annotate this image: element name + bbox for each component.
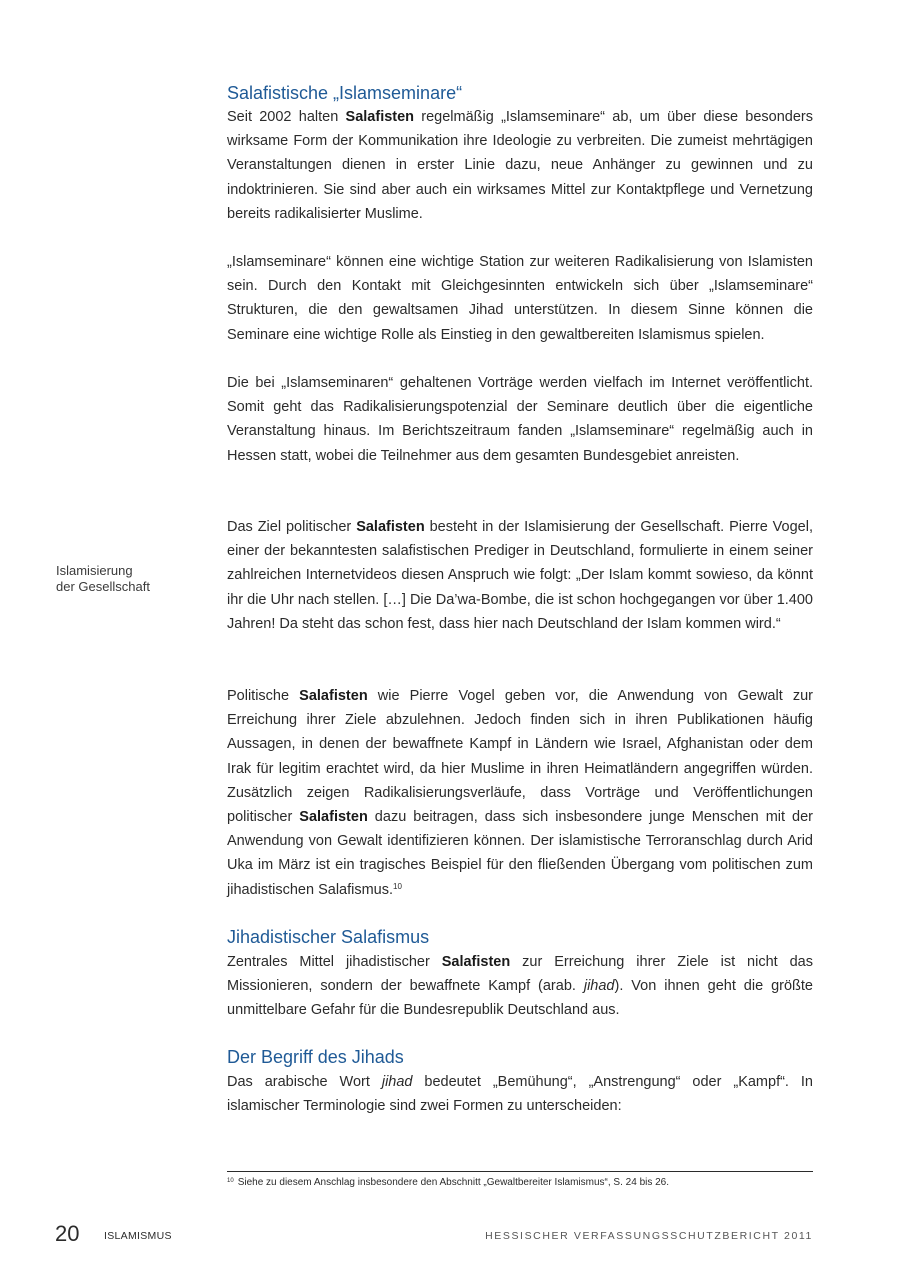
paragraph-jihadist-salafism bbox=[227, 950, 813, 1023]
footnote bbox=[227, 1175, 813, 1189]
section-heading-islamseminare: Salafistische „Islamseminare“ bbox=[227, 83, 463, 103]
text-run: „Islamseminare“ können eine wichtige Station zur weiteren Radikalisierung von Islamisten sein. Durch den Kontakt mit Gleichgesinnten entwickeln sich über „Islamseminare“ Strukturen, die den gewaltsamen Jihad unterstützen. In diesem Sinne können die Seminare eine wichtige Rolle als Einstieg in den gewaltbereiten Islamismus spielen. bbox=[227, 254, 813, 343]
paragraph-political-salafists bbox=[227, 684, 813, 902]
section-heading-jihad-term: Der Begriff des Jihads bbox=[227, 1047, 404, 1067]
bold-term: Salafisten bbox=[299, 809, 368, 826]
paragraph-seminar-internet bbox=[227, 371, 813, 468]
text-run: Die bei „Islamseminaren“ gehaltenen Vorträge werden vielfach im Internet veröffentlicht. Somit geht das Radikalisierungspotenzial der Seminare deutlich über die eigentliche Veranstaltung hinaus. Im Berichtszeitraum fanden „Islamseminare“ regelmäßig auch in Hessen statt, wobei die Teilnehmer aus dem gesamten Bundesgebiet anreisten. bbox=[227, 375, 813, 464]
page-number: 20 bbox=[55, 1221, 80, 1246]
footer-report-title: HESSISCHER VERFASSUNGSSCHUTZBERICHT 2011 bbox=[485, 1230, 813, 1242]
footer-section-label: ISLAMISMUS bbox=[104, 1230, 172, 1242]
margin-note-line: der Gesellschaft bbox=[56, 579, 150, 594]
footnote-number: 10 bbox=[227, 1178, 234, 1184]
italic-term: jihad bbox=[381, 1074, 413, 1090]
text-run: dazu beitragen, dass sich insbesondere junge Menschen mit der Anwendung von Gewalt identifizieren können. Der islamistische Terroranschlag durch Arid Uka im März ist ein tragisches Beispiel für den fließenden Übergang vom politischen zum jihadistischen Salafismus. bbox=[227, 809, 813, 898]
text-run: Das Ziel politischer bbox=[227, 519, 357, 535]
paragraph-seminar-radicalization bbox=[227, 250, 813, 347]
footnote-text: Siehe zu diesem Anschlag insbesondere den Abschnitt „Gewaltbereiter Islamismus“, S. 24 bis 26. bbox=[237, 1177, 670, 1188]
paragraph-jihad-definition bbox=[227, 1070, 813, 1118]
bold-term: Salafisten bbox=[345, 109, 415, 125]
text-run: Das arabische Wort bbox=[227, 1074, 382, 1090]
paragraph-seminar-intro bbox=[227, 105, 813, 226]
text-run: ). Von ihnen geht die größte unmittelbare Gefahr für die Bundesrepublik Deutschland aus. bbox=[227, 978, 813, 1019]
text-run: Seit 2002 halten bbox=[227, 109, 346, 125]
margin-note bbox=[56, 563, 176, 595]
text-run: besteht in der Islamisierung der Gesellschaft. Pierre Vogel, einer der bekanntesten salafistischen Prediger in Deutschland, formulierte in einem seiner zahlreichen Internetvideos diesen Anspruch wie folgt: „Der Islam kommt sowieso, da könnt ihr die Uhr nach stellen. […] Die Da’wa-Bombe, die ist schon hochgegangen vor über 1.400 Jahren! Da steht das schon fest, dass hier nach Deutschland der Islam kommen wird.“ bbox=[227, 519, 813, 632]
margin-note-line: Islamisierung bbox=[56, 563, 133, 578]
text-run: bedeutet „Bemühung“, „Anstrengung“ oder „Kampf“. In islamischer Terminologie sind zwei Formen zu unterscheiden: bbox=[227, 1074, 814, 1115]
bold-term: Salafisten bbox=[356, 519, 425, 535]
italic-term: jihad bbox=[583, 978, 615, 995]
text-run: wie Pierre Vogel geben vor, die Anwendung von Gewalt zur Erreichung ihrer Ziele abzulehnen. Jedoch finden sich in ihren Publikationen häufig Aussagen, in denen der bewaffnete Kampf in Ländern wie Israel, Afghanistan oder dem Irak für legitim erachtet wird, da hier Muslime in ihren Heimatländern angegriffen würden. Zusätzlich zeigen Radikalisierungsverläufe, dass Vorträge und Veröffentlichungen politischer bbox=[227, 688, 813, 826]
footnote-reference: 10 bbox=[393, 881, 402, 891]
section-heading-jihadist-salafism: Jihadistischer Salafismus bbox=[227, 927, 430, 947]
bold-term: Salafisten bbox=[299, 688, 368, 704]
text-run: Zentrales Mittel jihadistischer bbox=[227, 954, 442, 970]
text-run: Politische bbox=[227, 688, 300, 704]
bold-term: Salafisten bbox=[441, 954, 511, 970]
footnote-divider bbox=[227, 1171, 813, 1172]
paragraph-islamization-goal bbox=[227, 515, 813, 636]
text-run: regelmäßig „Islamseminare“ ab, um über diese besonders wirksame Form der Kommunikation ihre Ideologie zu verbreiten. Die zumeist mehrtägigen Veranstaltungen dienen in erster Linie dazu, neue Anhänger zu gewinnen und zu indoktrinieren. Sie sind aber auch ein wirksames Mittel zur Kontaktpflege und Vernetzung bereits radikalisierter Muslime. bbox=[227, 109, 813, 222]
text-run: zur Erreichung ihrer Ziele ist nicht das Missionieren, sondern der bewaffnete Kampf (arab. bbox=[227, 954, 813, 995]
